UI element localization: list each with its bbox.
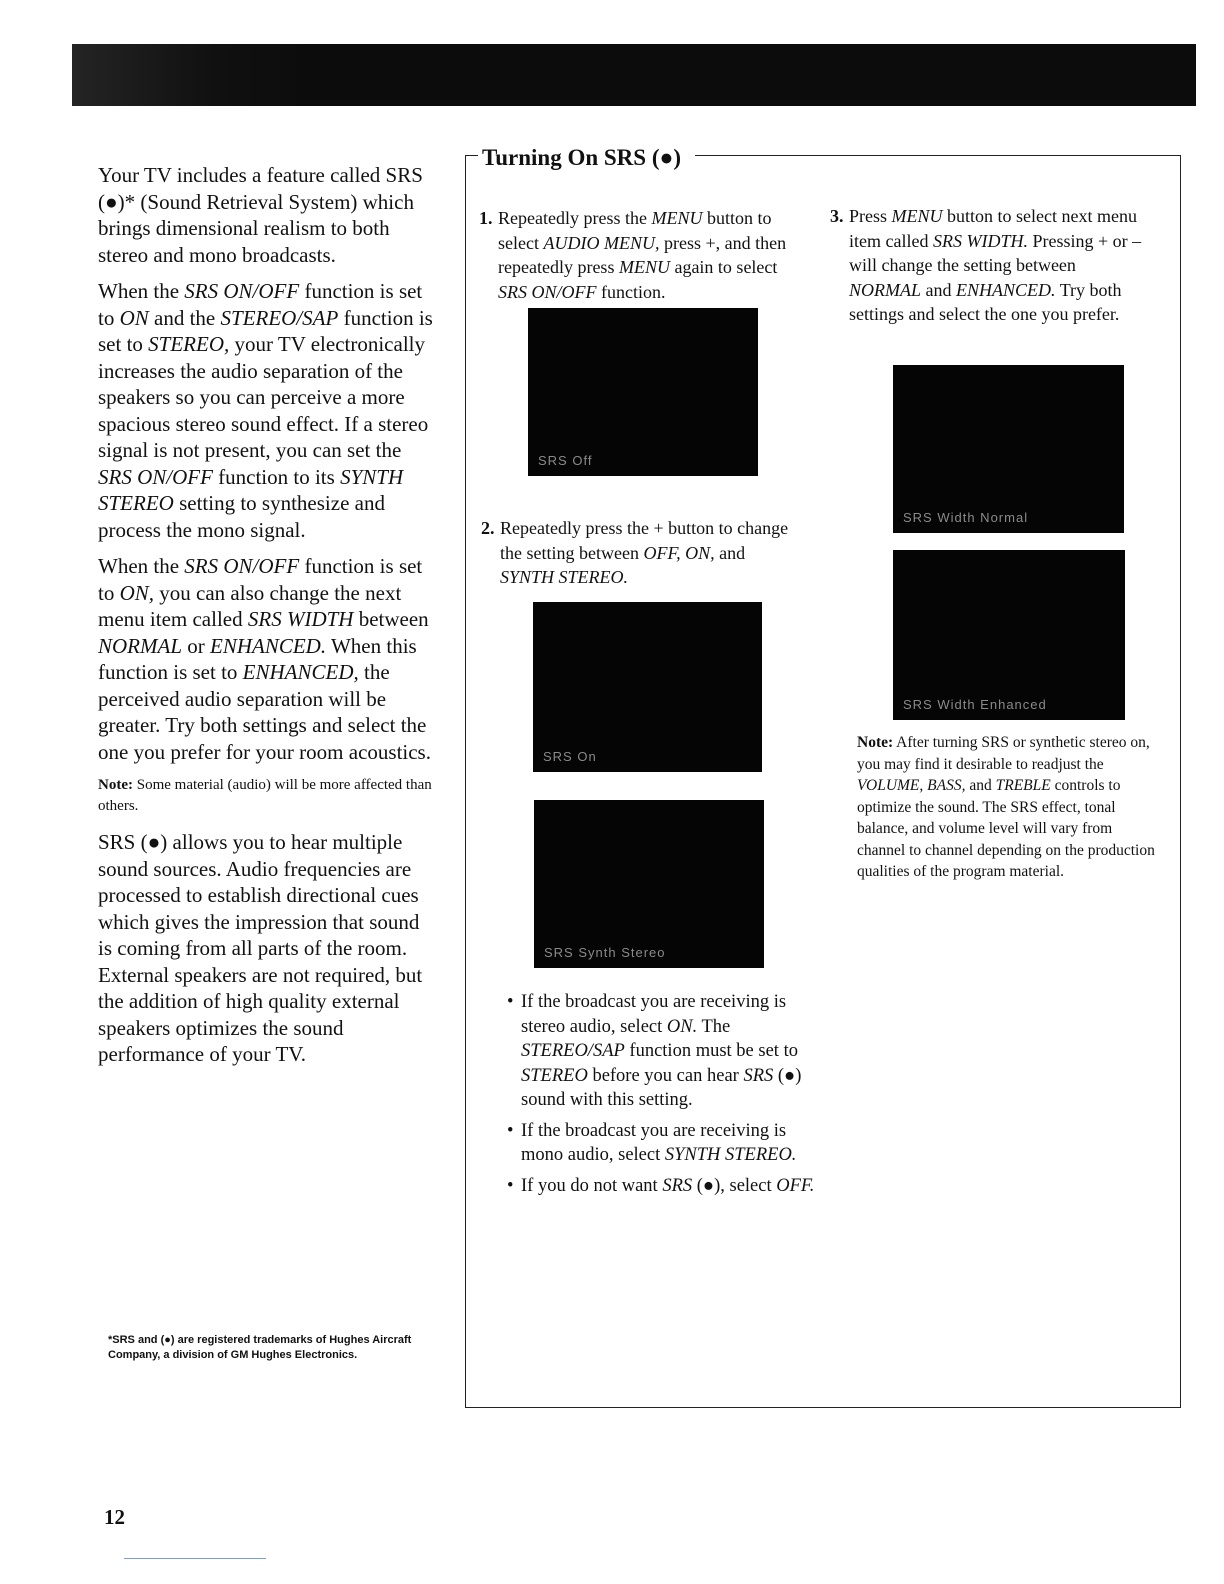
text: again to select (669, 257, 778, 277)
header-texture (72, 44, 312, 106)
text: The (697, 1016, 731, 1037)
text: your TV electronically increases the audio separation of the speakers so you can perceive a more spacious stereo sound effect. If a stereo signal is not present, you can set the (98, 332, 429, 462)
text: OFF. (776, 1175, 815, 1196)
text: After turning SRS or synthetic stereo on, you may find it desirable to readjust the (857, 734, 1150, 773)
trademark-footnote: *SRS and (●) are registered trademarks of Hughes Aircraft Company, a division of GM Hughes Electronics. (108, 1334, 412, 1361)
text: SRS WIDTH (247, 607, 354, 631)
step-number: 2. (481, 518, 495, 538)
right-note (857, 732, 1157, 883)
list-item (507, 990, 817, 1113)
text: Repeatedly press the (498, 208, 652, 228)
osd-text: SRS Off (538, 453, 593, 468)
step-number: 1. (479, 208, 493, 228)
bullet-icon: • (507, 992, 514, 1012)
text: ENHANCED, (242, 660, 359, 684)
text: When this function is set to (98, 633, 417, 684)
text: SRS (743, 1065, 774, 1086)
text: ENHANCED. (210, 633, 327, 658)
text: NORMAL (849, 279, 921, 300)
tv-screen-srs-synth (534, 800, 764, 968)
text: When the (98, 554, 185, 578)
text: STEREO, (148, 332, 230, 356)
text: or (182, 633, 210, 658)
text: and (965, 777, 996, 794)
text: If you do not want (521, 1175, 663, 1196)
step-number: 3. (830, 206, 844, 226)
text: and the (148, 305, 221, 330)
note-label: Note: (98, 777, 133, 793)
text: OFF, ON, (643, 542, 715, 563)
text: TREBLE (995, 777, 1051, 794)
tv-screen-srs-on (533, 602, 762, 772)
header-bar (72, 44, 1196, 106)
text: between (353, 607, 429, 631)
text: VOLUME, BASS, (857, 777, 966, 794)
text: If the broadcast you are receiving is mono audio, select (521, 1120, 787, 1165)
note-text: Some material (audio) will be more affected than others. (98, 777, 432, 814)
page-number: 12 (104, 1505, 125, 1529)
text: function must be set to (624, 1041, 798, 1061)
text: controls to optimize the sound. The SRS effect, tonal balance, and volume level will vary from channel to channel depending on the production qualities of the program material. (857, 777, 1155, 880)
text: If the broadcast you are receiving is stereo audio, select (521, 992, 787, 1037)
step-3 (830, 204, 1149, 327)
text: you can also change the next menu item called (98, 580, 402, 631)
step-2 (481, 516, 790, 590)
text: MENU (651, 208, 703, 228)
text: ON (119, 305, 149, 330)
text: When the (98, 279, 185, 303)
text: ON, (119, 580, 155, 605)
text: ENHANCED. (956, 279, 1056, 300)
text: before you can hear (587, 1065, 744, 1086)
text: Press (849, 206, 892, 226)
text: button to select next menu item called (849, 206, 1137, 251)
text: NORMAL (98, 633, 182, 658)
osd-text: SRS Width Normal (903, 510, 1029, 525)
tv-screen-srs-off (528, 308, 758, 476)
text: Repeatedly press the + button to change the setting between (500, 518, 789, 563)
intro-paragraph: Your TV includes a feature called SRS (●)* (Sound Retrieval System) which brings dimensional realism to both stereo and mono broadcasts. (98, 163, 423, 267)
step-1 (479, 206, 810, 304)
text: SRS ON/OFF (184, 279, 300, 303)
text: MENU (618, 257, 670, 277)
text: and (714, 542, 746, 563)
text: SRS WIDTH. (932, 230, 1028, 251)
left-note (98, 775, 438, 817)
text: press +, and then repeatedly press (498, 232, 787, 277)
text: (●) sound with this setting. (521, 1065, 802, 1110)
text: and (921, 279, 956, 300)
text: SRS (662, 1175, 693, 1196)
text: SRS ON/OFF (98, 464, 213, 489)
text: STEREO (521, 1065, 588, 1086)
text: function is set to (98, 554, 423, 605)
osd-text: SRS On (543, 749, 597, 764)
text: SYNTH STEREO. (664, 1145, 797, 1165)
bullet-icon: • (507, 1120, 514, 1141)
list-item (507, 1119, 817, 1168)
section-title: Turning On SRS (●) (478, 145, 695, 171)
intro-column (98, 162, 438, 1078)
text: function is set to (98, 305, 433, 356)
srs-width-paragraph (98, 553, 438, 765)
text: AUDIO MENU, (543, 232, 660, 253)
text: function to its (212, 464, 341, 489)
tv-screen-width-normal (893, 365, 1124, 533)
text: SYNTH STEREO. (500, 567, 629, 587)
srs-onoff-paragraph (98, 278, 438, 543)
text: ON. (666, 1016, 698, 1037)
text: (●), select (692, 1175, 777, 1196)
bottom-rule (124, 1558, 266, 1559)
text: Try both settings and select the one you prefer. (849, 279, 1122, 324)
text: SRS ON/OFF (498, 281, 597, 302)
tv-screen-width-enhanced (893, 550, 1125, 720)
bullet-list (507, 990, 817, 1204)
text: Pressing + or – will change the setting between (849, 230, 1142, 275)
text: MENU (891, 206, 943, 226)
text: the perceived audio separation will be greater. Try both settings and select the one you prefer for your room acoustics. (98, 660, 431, 764)
text: SRS ON/OFF (184, 554, 300, 578)
text: button to select (498, 208, 772, 253)
text: function is set to (98, 279, 423, 330)
text: setting to synthesize and process the mono signal. (98, 491, 385, 542)
srs-description-paragraph: SRS (●) allows you to hear multiple sound sources. Audio frequencies are processed to establish directional cues which gives the impression that sound is coming from all parts of the room. External speakers are not required, but the addition of high quality external speakers optimizes the sound performance of your TV. (98, 830, 423, 1066)
text: STEREO/SAP (521, 1041, 625, 1061)
list-item (507, 1174, 817, 1199)
osd-text: SRS Width Enhanced (903, 697, 1047, 712)
bullet-icon: • (507, 1175, 514, 1196)
text: function. (596, 281, 666, 302)
text: STEREO/SAP (220, 305, 339, 330)
text: SYNTH STEREO (98, 464, 404, 515)
note-label: Note: (857, 734, 894, 751)
osd-text: SRS Synth Stereo (544, 945, 666, 960)
